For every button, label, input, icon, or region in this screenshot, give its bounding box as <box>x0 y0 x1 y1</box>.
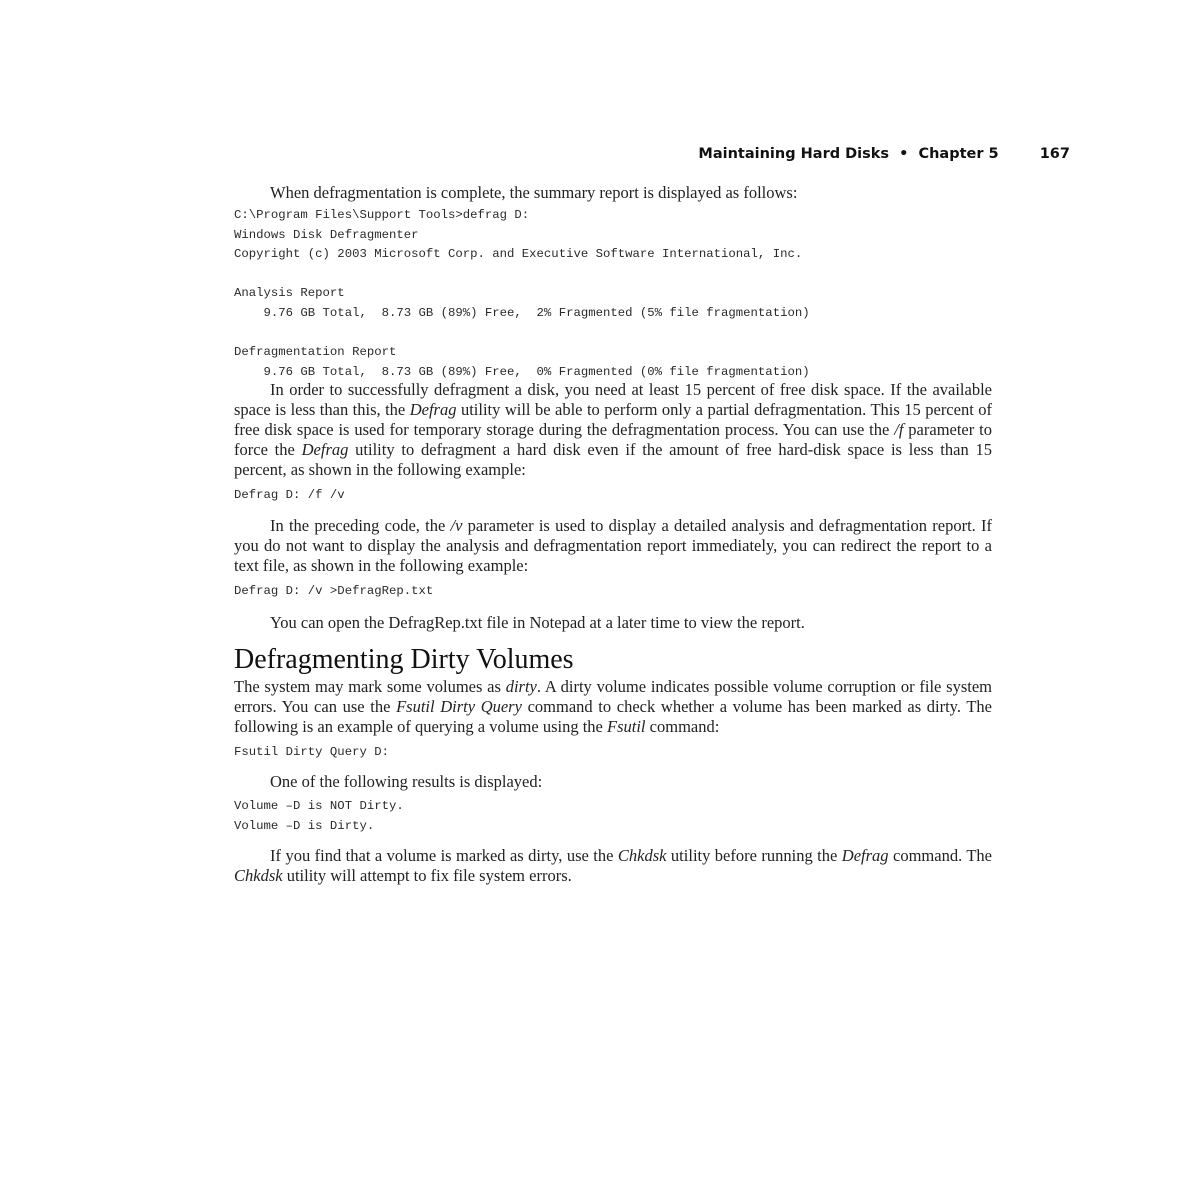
running-header <box>698 146 1070 162</box>
page-number: 167 <box>1039 146 1070 162</box>
code-block-results <box>234 797 992 836</box>
code-block-force: Defrag D: /f /v <box>234 488 345 503</box>
code-block-redirect: Defrag D: /v >DefragRep.txt <box>234 583 434 598</box>
code-line: 9.76 GB Total, 8.73 GB (89%) Free, 2% Fragmented (5% file fragmentation) <box>234 305 810 320</box>
code-line <box>234 265 992 285</box>
paragraph-free-space: In order to successfully defragment a disk, you need at least 15 percent of free disk space. If the available space is less than this, the Defrag utility will be able to perform only a partial defragmentation. This 15 percent of free disk space is used for temporary storage during the defragmentation process. You can use the /f parameter to force the Defrag utility to defragment a hard disk even if the amount of free hard-disk space is less than 15 percent, as shown in the following example: <box>234 380 993 480</box>
header-title: Maintaining Hard Disks <box>698 146 890 162</box>
code-line: 9.76 GB Total, 8.73 GB (89%) Free, 0% Fragmented (0% file fragmentation) <box>234 364 810 379</box>
code-line: Volume –D is Dirty. <box>234 818 375 833</box>
paragraph-results: One of the following results is displayed: <box>270 772 543 792</box>
section-heading: Defragmenting Dirty Volumes <box>234 643 574 675</box>
code-block-fsutil: Fsutil Dirty Query D: <box>234 744 389 759</box>
paragraph-redirect: In the preceding code, the /v parameter is used to display a detailed analysis and defragmentation report. If you do not want to display the analysis and defragmentation report immediately, you can redirect the report to a text file, as shown in the following example: <box>234 515 992 575</box>
paragraph-dirty: The system may mark some volumes as dirty. A dirty volume indicates possible volume corruption or file system errors. You can use the Fsutil Dirty Query command to check whether a volume has been marked as dirty. The following is an example of querying a volume using the Fsutil command: <box>234 676 992 736</box>
code-line: Windows Disk Defragmenter <box>234 227 419 242</box>
body-text <box>234 183 992 886</box>
header-chapter: Chapter 5 <box>918 146 999 162</box>
code-line: Volume –D is NOT Dirty. <box>234 799 404 814</box>
code-block-defrag-report <box>234 206 992 382</box>
header-bullet: • <box>899 146 909 162</box>
code-line: Copyright (c) 2003 Microsoft Corp. and Executive Software International, Inc. <box>234 247 803 262</box>
code-line: Defragmentation Report <box>234 345 397 360</box>
paragraph-chkdsk: If you find that a volume is marked as dirty, use the Chkdsk utility before running the Defrag command. The Chkdsk utility will attempt to fix file system errors. <box>234 846 992 886</box>
code-line: C:\Program Files\Support Tools>defrag D: <box>234 208 530 222</box>
paragraph-notepad: You can open the DefragRep.txt file in Notepad at a later time to view the report. <box>270 612 805 632</box>
code-line <box>234 324 992 344</box>
code-line: Analysis Report <box>234 286 345 301</box>
paragraph-intro: When defragmentation is complete, the summary report is displayed as follows: <box>270 183 798 202</box>
